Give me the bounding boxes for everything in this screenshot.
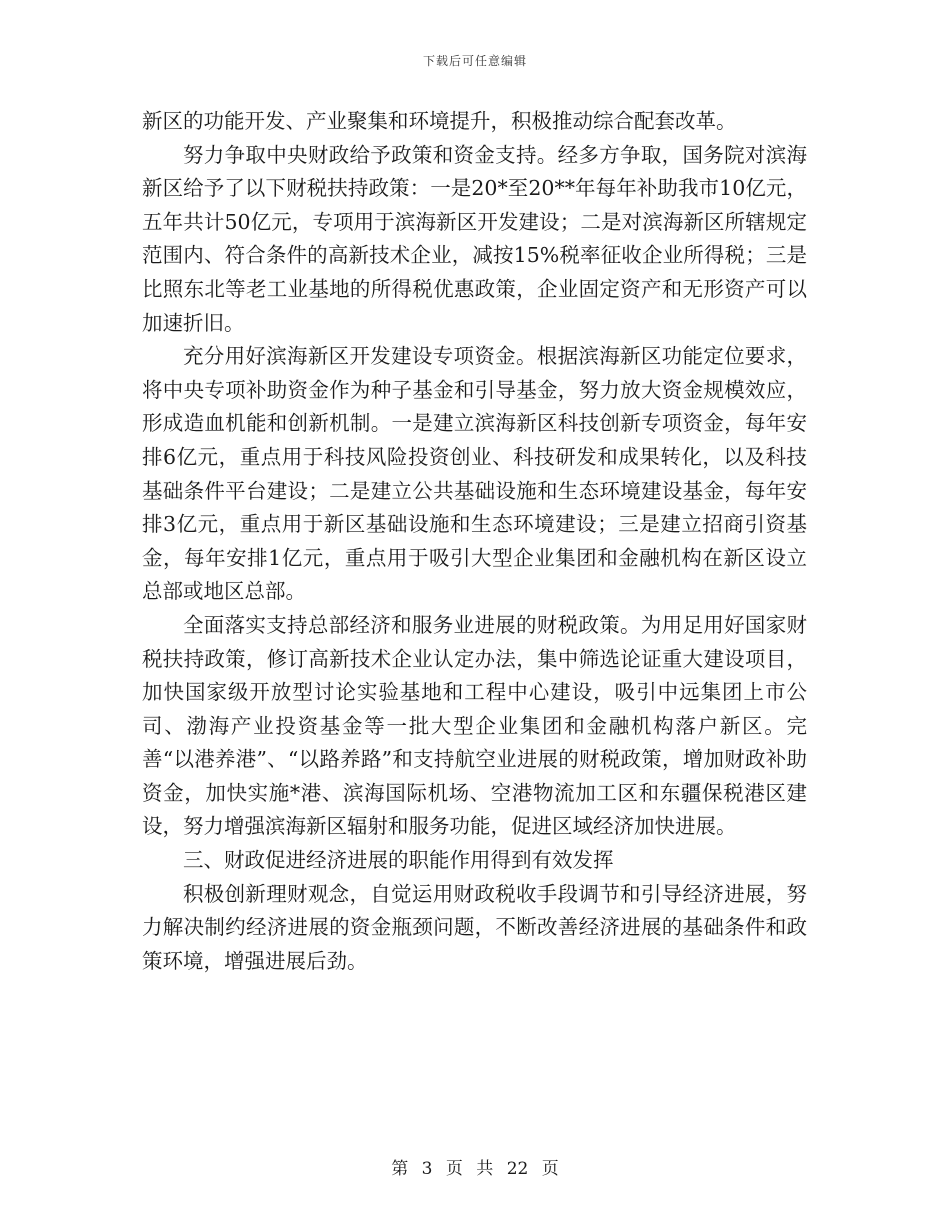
paragraph-continuation: 新区的功能开发、产业聚集和环境提升，积极推动综合配套改革。 [142, 109, 737, 133]
document-body [142, 105, 807, 978]
page-header [0, 52, 950, 69]
header-text: 下载后可任意编辑 [422, 54, 527, 68]
page-footer [0, 1154, 950, 1179]
paragraph-special-funds: 充分用好滨海新区开发建设专项资金。根据滨海新区功能定位要求，将中央专项补助资金作为种子基金和引导基金，努力放大资金规模效应，形成造血机能和创新机制。一是建立滨海新区科技创新专项资金，每年安排6亿元，重点用于科技风险投资创业、科技研发和成果转化，以及科技基础条件平台建设；二是建立公共基础设施和生态环境建设基金，每年安排3亿元，重点用于新区基础设施和生态环境建设；三是建立招商引资基金，每年安排1亿元，重点用于吸引大型企业集团和金融机构在新区设立总部或地区总部。 [142, 344, 807, 604]
footer-mid1: 页 [445, 1159, 463, 1179]
footer-mid2: 共 [476, 1159, 494, 1179]
footer-total-pages: 22 [506, 1159, 529, 1179]
footer-suffix: 页 [541, 1159, 559, 1179]
footer-prefix: 第 [391, 1159, 409, 1179]
paragraph-innovation: 积极创新理财观念，自觉运用财政税收手段调节和引导经济进展，努力解决制约经济进展的资金瓶颈问题，不断改善经济进展的基础条件和政策环境，增强进展后劲。 [142, 881, 807, 973]
paragraph-central-finance-support: 努力争取中央财政给予政策和资金支持。经多方争取，国务院对滨海新区给予了以下财税扶持政策：一是20*至20**年每年补助我市10亿元，五年共计50亿元，专项用于滨海新区开发建设；二是对滨海新区所辖规定范围内、符合条件的高新技术企业，减按15%税率征收企业所得税；三是比照东北等老工业基地的所得税优惠政策，企业固定资产和无形资产可以加速折旧。 [142, 142, 807, 335]
footer-page-number: 3 [421, 1159, 433, 1179]
section-heading-3: 三、财政促进经济进展的职能作用得到有效发挥 [183, 848, 614, 873]
paragraph-tax-policy: 全面落实支持总部经济和服务业进展的财税政策。为用足用好国家财税扶持政策，修订高新技术企业认定办法，集中筛选论证重大建设项目，加快国家级开放型讨论实验基地和工程中心建设，吸引中远集团上市公司、渤海产业投资基金等一批大型企业集团和金融机构落户新区。完善“以港养港”、“以路养路”和支持航空业进展的财税政策，增加财政补助资金，加快实施*港、滨海国际机场、空港物流加工区和东疆保税港区建设，努力增强滨海新区辐射和服务功能，促进区域经济加快进展。 [142, 612, 807, 839]
